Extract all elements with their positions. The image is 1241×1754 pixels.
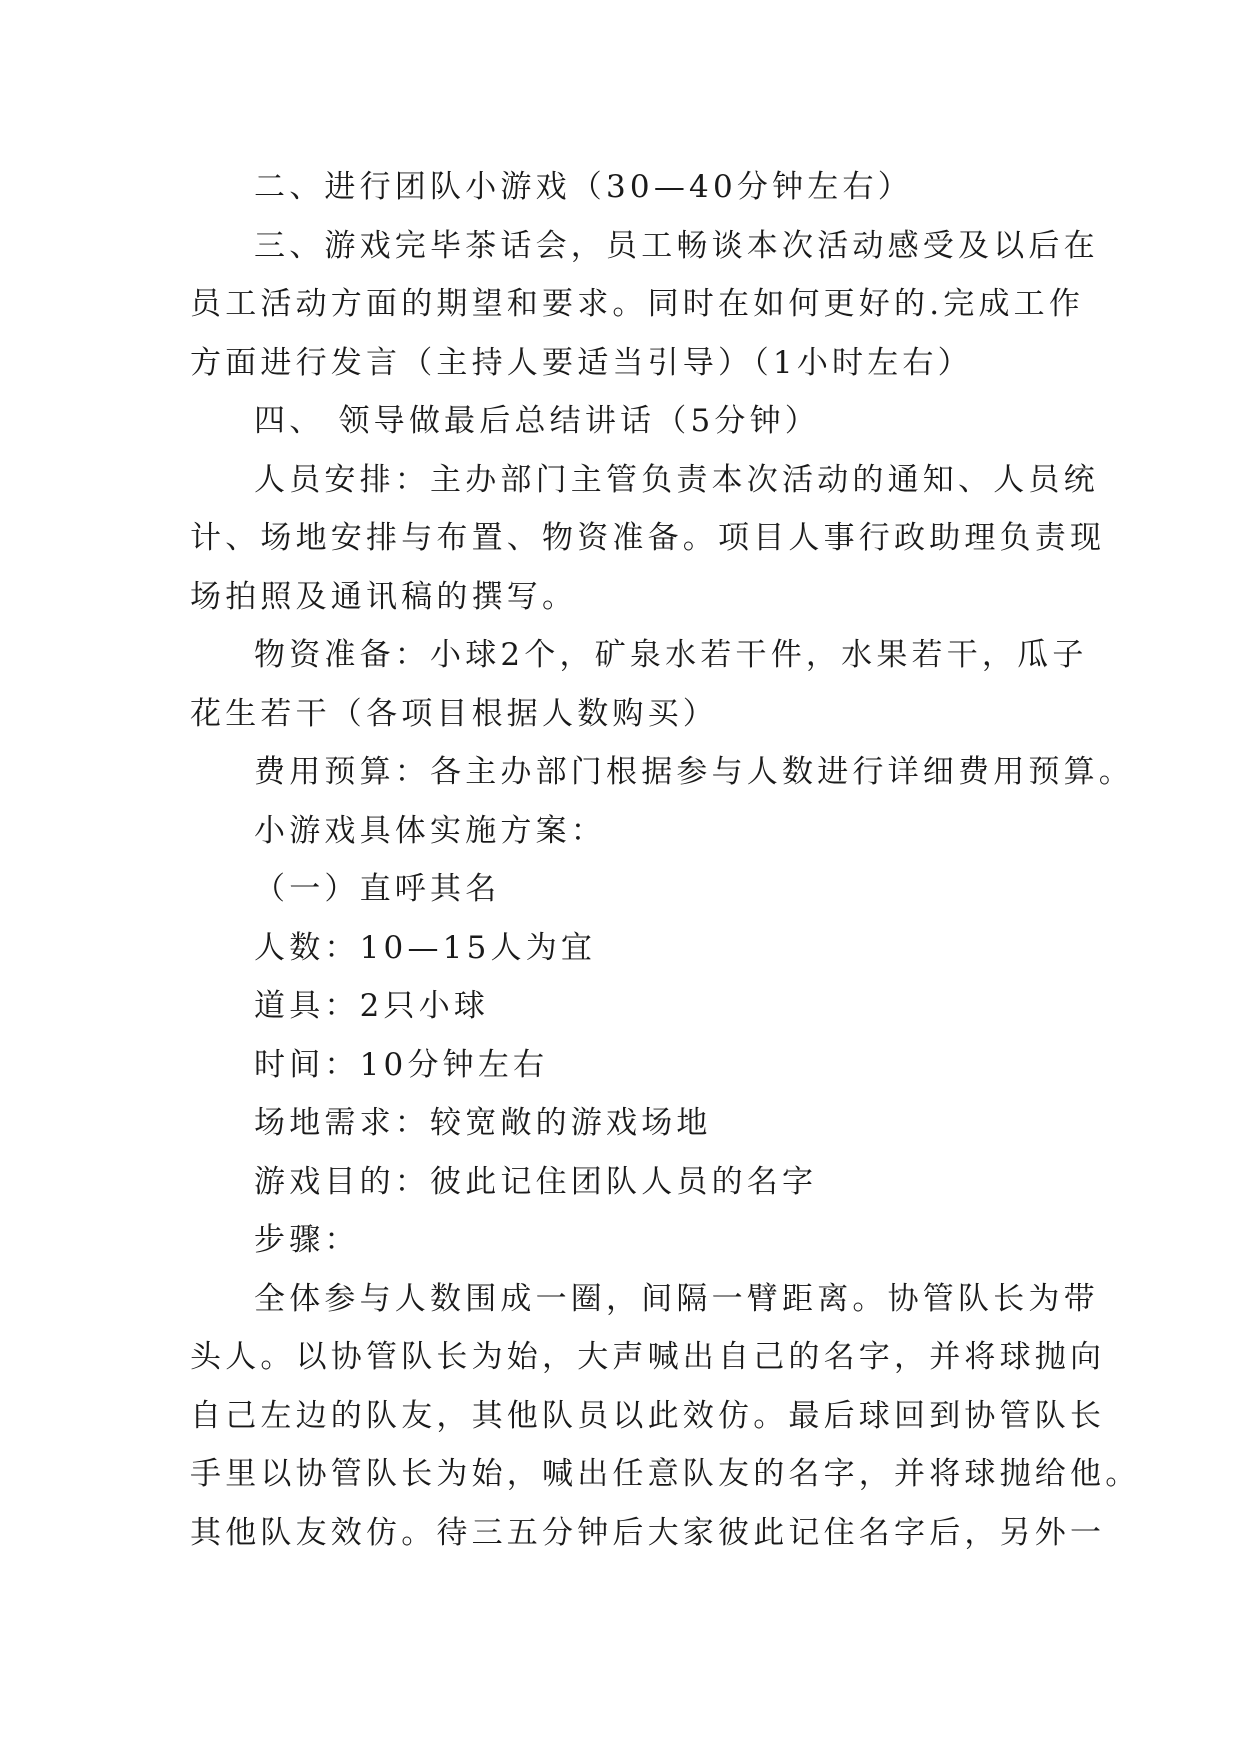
- body-line: 二、进行团队小游戏（30—40分钟左右）: [254, 169, 913, 205]
- body-line: 头人。以协管队长为始，大声喊出自己的名字，并将球抛向: [190, 1339, 1106, 1375]
- body-line: 人员安排：主办部门主管负责本次活动的通知、人员统: [254, 461, 1099, 498]
- document-body: [190, 158, 1141, 1562]
- body-line: 费用预算：各主办部门根据参与人数进行详细费用预算。: [254, 754, 1134, 790]
- section-heading: 小游戏具体实施方案：: [254, 812, 606, 849]
- game-detail: 道具：2只小球: [254, 988, 490, 1024]
- steps-heading: 步骤：: [254, 1222, 360, 1258]
- body-line: 花生若干（各项目根据人数购买）: [190, 695, 718, 732]
- body-line: 全体参与人数围成一圈，间隔一臂距离。协管队长为带: [254, 1280, 1099, 1317]
- body-line: 计、场地安排与布置、物资准备。项目人事行政助理负责现: [190, 520, 1106, 556]
- body-line: 其他队友效仿。待三五分钟后大家彼此记住名字后，另外一: [190, 1514, 1106, 1551]
- game-detail: 场地需求：较宽敞的游戏场地: [254, 1105, 712, 1141]
- body-line: 三、游戏完毕茶话会，员工畅谈本次活动感受及以后在: [254, 227, 1099, 264]
- game-detail: 游戏目的：彼此记住团队人员的名字: [254, 1163, 818, 1200]
- body-line: 员工活动方面的期望和要求。同时在如何更好的.完成工作: [190, 286, 1085, 322]
- body-line: 手里以协管队长为始，喊出任意队友的名字，并将球抛给他。: [190, 1456, 1141, 1492]
- game-title: （一）直呼其名: [254, 871, 501, 907]
- body-line: 场拍照及通讯稿的撰写。: [190, 578, 578, 615]
- body-line: 物资准备：小球2个，矿泉水若干件，水果若干，瓜子: [254, 637, 1088, 673]
- body-line: 方面进行发言（主持人要适当引导）（1小时左右）: [190, 344, 973, 381]
- game-detail: 时间：10分钟左右: [254, 1046, 549, 1083]
- body-line: 四、 领导做最后总结讲话（5分钟）: [254, 403, 820, 439]
- game-detail: 人数：10—15人为宜: [254, 929, 597, 966]
- body-line: 自己左边的队友，其他队员以此效仿。最后球回到协管队长: [190, 1397, 1106, 1434]
